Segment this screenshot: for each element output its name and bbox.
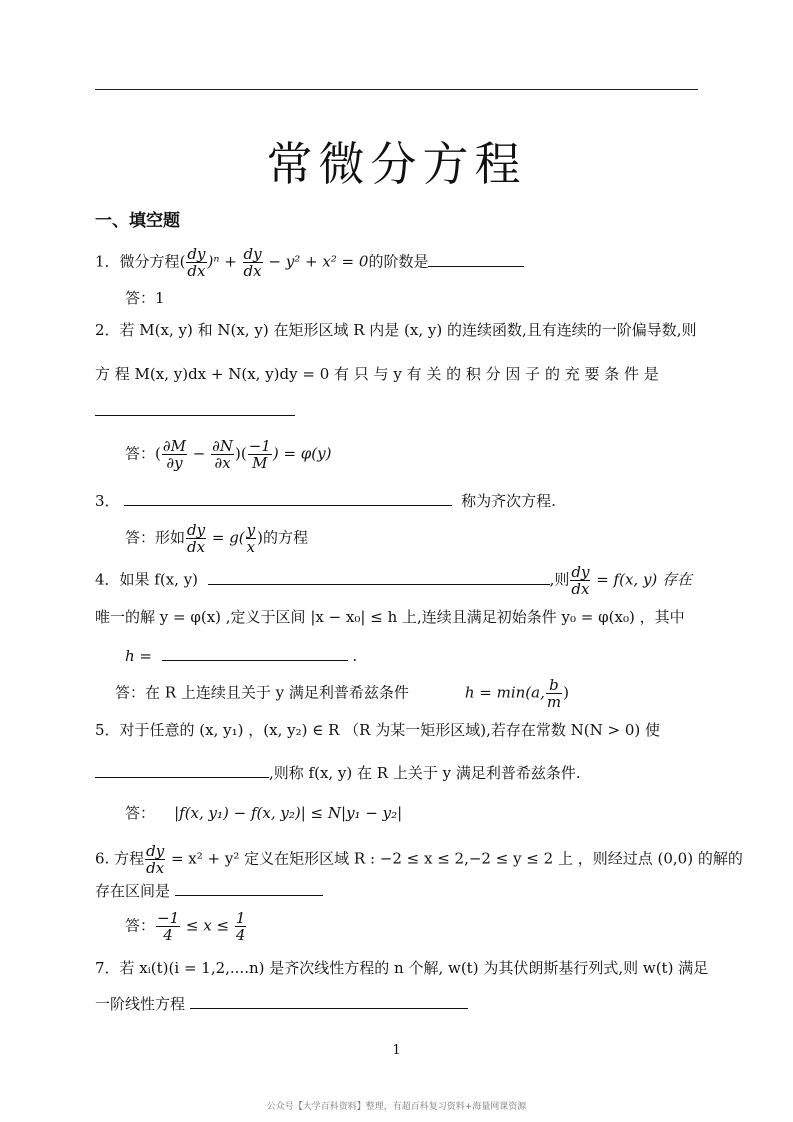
fraction: $\frac{\partial M}{\partial y}$ — [162, 437, 186, 472]
fraction: $\frac{dy}{dx}$ — [243, 245, 262, 280]
question-6-line-2: 存在区间是 — [95, 880, 700, 902]
question-6-line-1: 6. 方程 $\frac{dy}{dx}$ = x² + y² 定义在矩形区域 R : −2 ≤ x ≤ 2,−2 ≤ y ≤ 2 上 ，则经过点 (0,0) 的解的 — [95, 842, 743, 877]
footer-watermark: 公众号【大学百科资料】整理，有超百科复习资料+海量网课资源 — [266, 1102, 527, 1112]
fraction: $\frac{dy}{dx}$ — [187, 245, 206, 280]
fraction: $\frac{dy}{dx}$ — [187, 521, 206, 556]
answer-3: 答：形如 $\frac{dy}{dx}$ = g( $\frac{y}{x}$ )的方程 — [125, 521, 308, 556]
question-2-line-1: 2．若 M(x, y) 和 N(x, y) 在矩形区域 R 内是 (x, y) 的连续函数,且有连续的一阶偏导数,则 — [95, 321, 697, 339]
answer-blank[interactable] — [124, 491, 452, 506]
answer-blank[interactable] — [190, 994, 468, 1009]
fraction: $\frac{dy}{dx}$ — [146, 842, 165, 877]
page-title: 常微分方程 — [266, 137, 527, 191]
answer-blank[interactable] — [95, 415, 295, 416]
fraction: $\frac{\partial N}{\partial x}$ — [212, 437, 233, 472]
fraction: $\frac{-1}{4}$ — [157, 909, 180, 944]
fraction: $\frac{b}{m}$ — [546, 676, 562, 711]
question-4-line-2: 唯一的解 y = φ(x) ,定义于区间 |x − x₀| ≤ h 上,连续且满足初始条件 y₀ = φ(x₀) ，其中 — [95, 608, 685, 626]
question-1: 1．微分方程( $\frac{dy}{dx}$ )ⁿ + $\frac{dy}{dx}$ − y² + x² = 0的阶数是 — [95, 246, 700, 279]
fraction: $\frac{y}{x}$ — [246, 521, 256, 556]
answer-blank[interactable] — [162, 646, 348, 661]
question-2-line-2: 方 程 M(x, y)dx + N(x, y)dy = 0 有 只 与 y 有 关 的 积 分 因 子 的 充 要 条 件 是 — [95, 365, 659, 383]
fraction: $\frac{dy}{dx}$ — [571, 563, 590, 598]
answer-blank[interactable] — [428, 252, 524, 267]
question-5-line-2: ,则称 f(x, y) 在 R 上关于 y 满足利普希兹条件. — [95, 762, 700, 784]
question-3: 3． 称为齐次方程. — [95, 492, 556, 510]
answer-blank[interactable] — [95, 763, 269, 778]
answer-blank[interactable] — [175, 881, 323, 896]
fraction: $\frac{1}{4}$ — [235, 909, 246, 944]
page-number: 1 — [392, 1043, 401, 1058]
question-4-line-1: 4．如果 f(x, y) ,则 $\frac{dy}{dx}$ = f(x, y) 存在 — [95, 563, 693, 598]
answer-4: 答：在 R 上连续且关于 y 满足利普希兹条件 h = min(a, $\frac{b}{m}$ ) — [115, 676, 569, 711]
answer-6: 答： $\frac{-1}{4}$ ≤ x ≤ $\frac{1}{4}$ — [125, 909, 246, 944]
section-heading: 一、填空题 — [95, 211, 180, 231]
answer-1: 答：1 — [125, 289, 165, 307]
answer-5: 答： |f(x, y₁) − f(x, y₂)| ≤ N|y₁ − y₂| — [125, 804, 403, 822]
answer-blank[interactable] — [208, 570, 550, 585]
question-7-line-1: 7．若 xᵢ(t)(i = 1,2,....n) 是齐次线性方程的 n 个解, w(t) 为其伏朗斯基行列式,则 w(t) 满足 — [95, 959, 709, 977]
question-5-line-1: 5．对于任意的 (x, y₁) ，(x, y₂) ∈ R （R 为某一矩形区域),若存在常数 N(N > 0) 使 — [95, 721, 660, 739]
fraction: $\frac{-1}{M}$ — [248, 437, 271, 472]
top-rule — [95, 89, 698, 90]
question-7-line-2: 一阶线性方程 — [95, 993, 700, 1015]
answer-2: 答：( $\frac{\partial M}{\partial y}$ − $\frac{\partial N}{\partial x}$ )( $\frac{-1}{M}$ ) = φ(y) — [125, 437, 332, 472]
question-4-line-3: h = . — [125, 647, 358, 665]
